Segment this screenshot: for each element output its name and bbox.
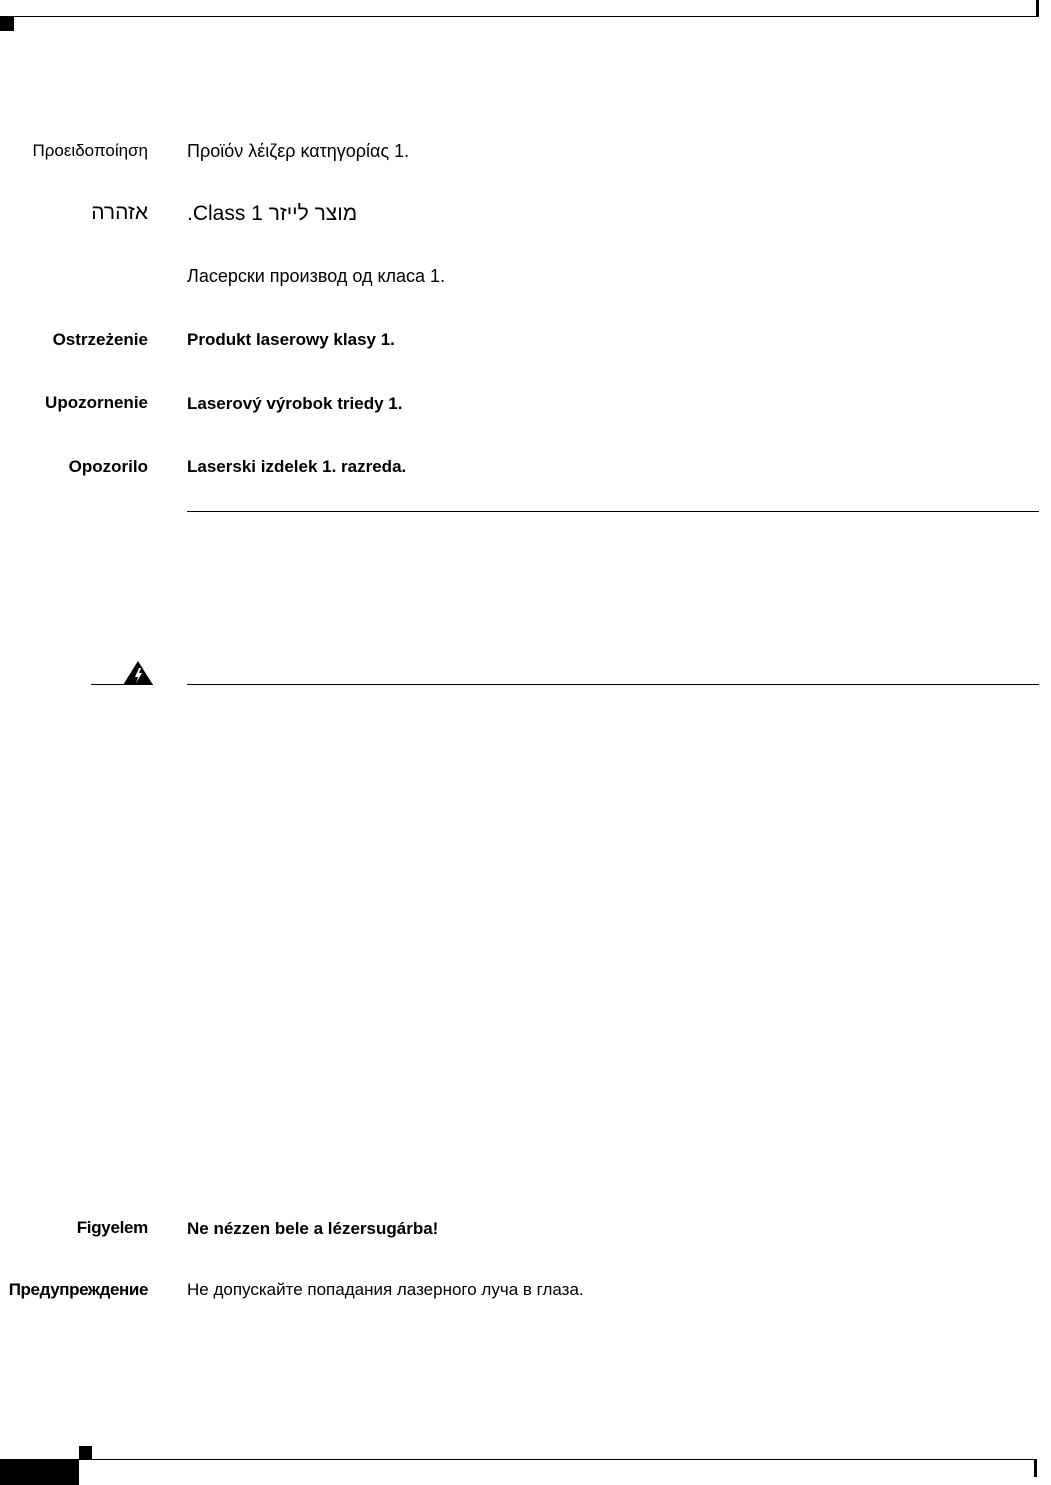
warning-text-hungarian: Ne nézzen bele a lézersugárba! xyxy=(187,1219,439,1238)
warning-text-greek: Προϊόν λέιζερ κατηγορίας 1. xyxy=(187,141,410,161)
header-rule xyxy=(0,16,1038,17)
footer-page-tab xyxy=(0,1460,79,1485)
warning-triangle-icon xyxy=(122,660,154,686)
footer-rule xyxy=(0,1459,1037,1460)
warning-text-hebrew: .Class 1 מוצר לייזר xyxy=(187,202,358,225)
warning-label-slovenian: Opozorilo xyxy=(68,457,148,476)
warning-label-russian: Предупреждение xyxy=(8,1280,148,1299)
warning-block-end-rule xyxy=(187,511,1039,512)
warning-text-polish: Produkt laserowy klasy 1. xyxy=(187,330,395,349)
warning-text-slovak: Laserový výrobok triedy 1. xyxy=(187,394,403,413)
footer-corner-mark xyxy=(79,1446,92,1459)
header-right-mark xyxy=(1036,0,1039,17)
header-corner-mark xyxy=(0,17,14,31)
warning-text-russian: Не допускайте попадания лазерного луча в глаза. xyxy=(187,1280,584,1299)
warning-label-greek: Προειδοποίηση xyxy=(32,141,148,160)
warning-text-macedonian: Ласерски производ од класа 1. xyxy=(187,266,446,286)
warning-text-slovenian: Laserski izdelek 1. razreda. xyxy=(187,457,407,476)
warning-label-hebrew: אזהרה xyxy=(91,201,148,224)
warning-header-rule xyxy=(187,684,1039,685)
footer-right-mark xyxy=(1034,1460,1037,1477)
warning-label-hungarian: Figyelem xyxy=(76,1218,148,1237)
warning-label-slovak: Upozornenie xyxy=(45,393,148,412)
warning-label-polish: Ostrzeżenie xyxy=(52,330,148,349)
